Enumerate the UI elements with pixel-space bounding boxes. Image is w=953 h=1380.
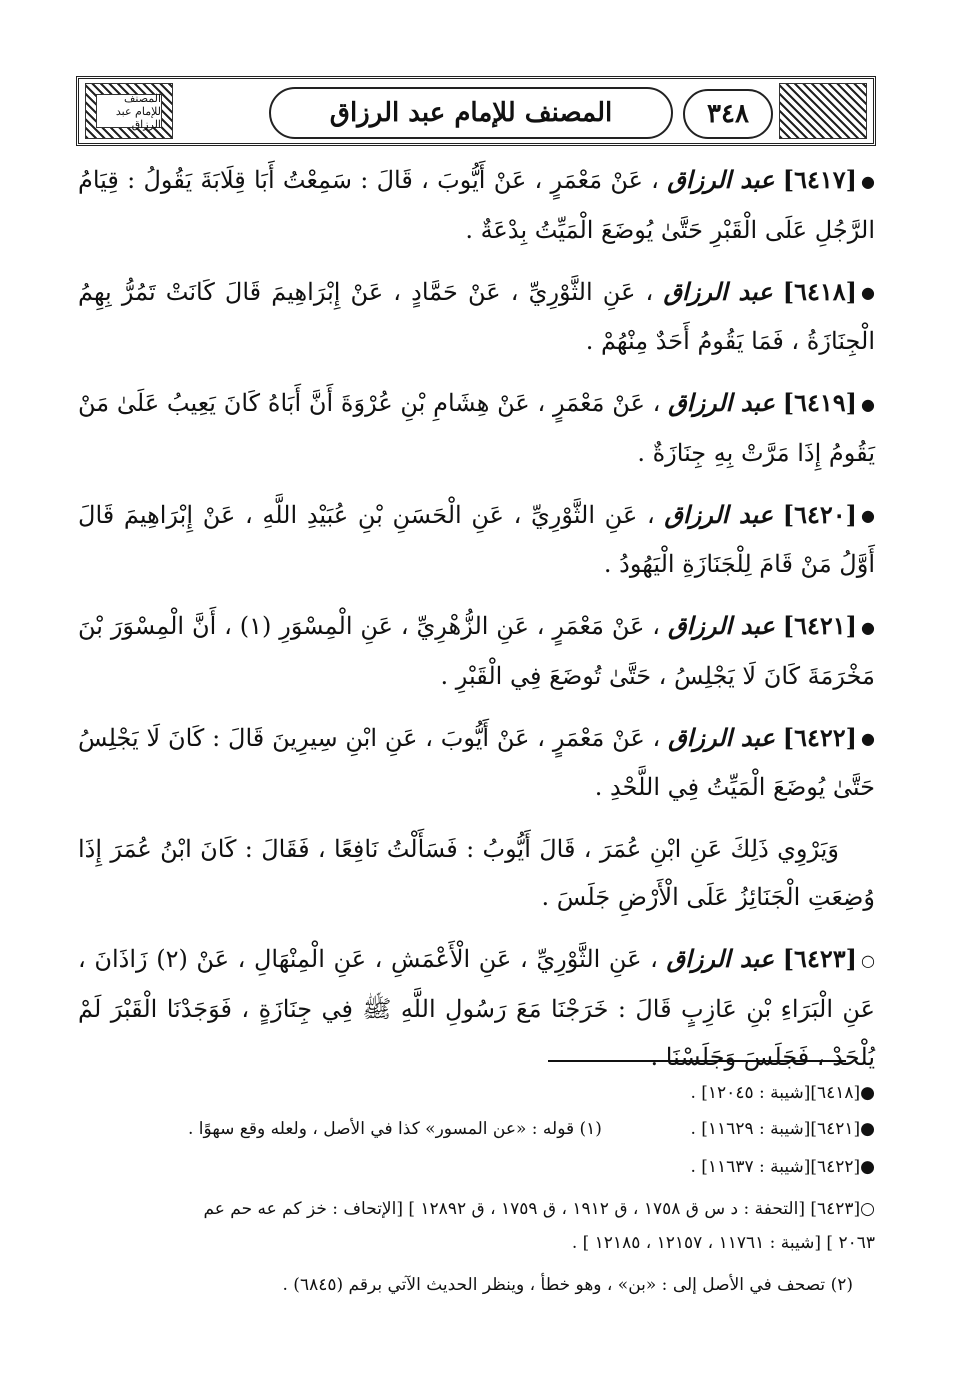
entry-text: ، عَنْ مَعْمَرٍ ، عَنْ أَيُّوبَ ، قَالَ : سَمِعْتُ أَبَا قِلَابَةَ يَقُولُ : قِيَامُ الرَّجُلِ عَلَى الْقَبْرِ حَتَّىٰ يُوضَعَ الْمَيِّتُ بِدْعَةٌ . [78, 166, 875, 244]
entry-text: ، عَنِ الثَّوْرِيِّ ، عَنْ حَمَّادٍ ، عَنْ إِبْرَاهِيمَ قَالَ كَانَتْ تَمُرُّ بِهِمُ الْجِنَازَةُ ، فَمَا يَقُومُ أَحَدٌ مِنْهُمْ . [78, 277, 875, 355]
page-number: ٣٤٨ [683, 89, 773, 139]
entry-number: [٦٤١٩] [782, 388, 857, 417]
footnote-line: ●[٦٤١٨][شيبة : ١٢٠٤٥] . [690, 1083, 875, 1103]
footnote-note: (١) قوله : «عن المسور» كذا في الأصل ، ولعله وقع سهوًا . [188, 1119, 602, 1139]
entry-text: ، عَنِ الثَّوْرِيِّ ، عَنِ الْحَسَنِ بْنِ عُبَيْدِ اللَّهِ ، عَنْ إِبْرَاهِيمَ قَالَ أَوَّلُ مَنْ قَامَ لِلْجَنَازَةِ الْيَهُودُ . [78, 500, 875, 578]
footnote-line: ○[٦٤٢٣] [التحفة : د س ق ١٧٥٨ ، ق ١٩١٢ ، ق ١٧٥٩ ، ق ١٢٨٩٢ ] [الإتحاف : خز كم عه حم عم [203, 1199, 875, 1219]
ornament-label: المصنف للإمام عبد الرزاق [96, 94, 162, 128]
hadith-entry [78, 935, 875, 1081]
footnote-line: ٢٠٦٣ ] [شيبة : ١١٧٦١ ، ١٢١٥٧ ، ١٢١٨٥ ] . [571, 1233, 875, 1253]
entry-marker: ● [861, 506, 875, 525]
entry-text: وَيَرْوِي ذَلِكَ عَنِ ابْنِ عُمَرَ ، قَالَ أَيُّوبُ : فَسَأَلْتُ نَافِعًا ، فَقَالَ : كَانَ ابْنُ عُمَرَ إِذَا وُضِعَتِ الْجَنَائِزُ عَلَى الْأَرْضِ جَلَسَ . [78, 835, 875, 911]
page-title: المصنف للإمام عبد الرزاق [269, 87, 673, 139]
footnote-divider [548, 1060, 846, 1062]
entry-text: ، عَنْ مَعْمَرٍ ، عَنْ هِشَامِ بْنِ عُرْوَةَ أَنَّ أَبَاهُ كَانَ يَعِيبُ عَلَىٰ مَنْ يَقُومُ إِذَا مَرَّتْ بِهِ جِنَازَةٌ . [78, 389, 875, 467]
header-ornament-left [85, 83, 173, 139]
entry-author: عبد الرزاق [667, 611, 775, 640]
hadith-entry [78, 379, 875, 477]
entry-marker: ● [861, 394, 875, 414]
entry-marker: ○ [861, 950, 875, 970]
hadith-entry [78, 602, 875, 700]
entry-author: عبد الرزاق [663, 276, 773, 306]
main-text [78, 156, 875, 1095]
entry-author: عبد الرزاق [668, 388, 775, 417]
footnote-line: (٢) تصحف في الأصل إلى : «بن» ، وهو خطأ ، وينظر الحديث الآتي برقم (٦٨٤٥) . [282, 1275, 853, 1295]
page-header [76, 76, 876, 146]
footnote-line: ●[٦٤٢٢][شيبة : ١١٦٣٧] . [690, 1157, 875, 1177]
hadith-entry [78, 268, 875, 366]
entry-number: [٦٤٢٠] [782, 499, 857, 529]
entry-marker: ● [861, 171, 875, 191]
entry-author: عبد الرزاق [668, 722, 775, 752]
entry-marker: ● [861, 283, 876, 302]
continuation-paragraph [78, 825, 875, 921]
entry-author: عبد الرزاق [667, 165, 775, 194]
header-ornament-right [779, 83, 867, 139]
entry-number: [٦٤١٨] [782, 276, 858, 306]
hadith-entry [78, 491, 875, 589]
hadith-entry [78, 156, 875, 254]
entry-author: عبد الرزاق [664, 499, 774, 529]
entry-number: [٦٤١٧] [782, 165, 857, 194]
entry-marker: ● [861, 617, 875, 637]
footnote-line: ●[٦٤٢١][شيبة : ١١٦٢٩] . [690, 1119, 875, 1139]
entry-author: عبد الرزاق [666, 944, 775, 973]
entry-text: ، عَنِ الثَّوْرِيِّ ، عَنِ الْأَعْمَشِ ، عَنِ الْمِنْهَالِ ، عَنْ (٢) زَاذَانَ ، عَنِ الْبَرَاءِ بْنِ عَازِبٍ قَالَ : خَرَجْنَا مَعَ رَسُولِ اللَّهِ ﷺ فِي جِنَازَةٍ ، فَوَجَدْنَا الْقَبْرَ لَمْ يُلْحَدْ ، فَجَلَسَ وَجَلَسْنَا . [78, 945, 875, 1071]
entry-text: ، عَنْ مَعْمَرٍ ، عَنْ أَيُّوبَ ، عَنِ ابْنِ سِيرِينَ قَالَ : كَانَ لَا يَجْلِسُ حَتَّىٰ يُوضَعَ الْمَيِّتُ فِي اللَّحْدِ . [78, 723, 875, 801]
entry-text: ، عَنْ مَعْمَرٍ ، عَنِ الزُّهْرِيِّ ، عَنِ الْمِسْوَرِ (١) ، أَنَّ الْمِسْوَرَ بْنَ مَخْرَمَةَ كَانَ لَا يَجْلِسُ ، حَتَّىٰ تُوضَعَ فِي الْقَبْرِ . [78, 612, 875, 690]
entry-number: [٦٤٢١] [782, 611, 857, 640]
entry-number: [٦٤٢٢] [782, 722, 858, 752]
entry-number: [٦٤٢٣] [782, 944, 857, 973]
hadith-entry [78, 714, 875, 812]
entry-marker: ● [861, 729, 876, 748]
